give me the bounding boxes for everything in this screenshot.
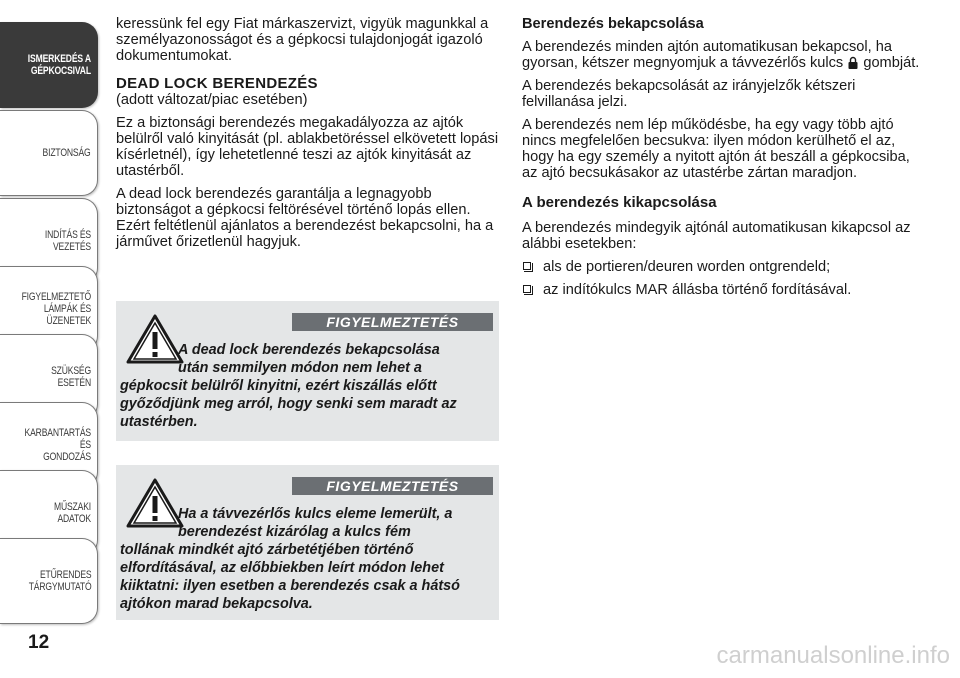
left-column	[116, 16, 504, 257]
list-item-text: als de portieren/deuren worden ontgrendeld;	[543, 259, 831, 275]
paragraph: A dead lock berendezés garantálja a legnagyobb biztonságot a gépkocsi feltörésével történő lopás ellen. Ezért feltétlenül ajánlatos a berendezést bekapcsolni, ha a járművet őrizetlenül hagyjuk.	[116, 186, 494, 250]
warning-line: berendezést kizárólag a kulcs fém	[178, 524, 411, 540]
heading-bekapcsolasa: Berendezés bekapcsolása	[522, 16, 704, 32]
warning-box	[116, 301, 499, 441]
warning-text	[120, 505, 491, 613]
warning-title: FIGYELMEZTETÉS	[292, 313, 493, 331]
list-item	[522, 259, 922, 275]
section-subheading: (adott változat/piac esetében)	[116, 92, 308, 108]
tab-label: FIGYELMEZTETŐ LÁMPÁK ÉS ÜZENETEK	[21, 291, 91, 327]
intro-paragraph: keressünk fel egy Fiat márkaszervizt, vigyük magunkkal a személyazonosságot és a gépkocsi tulajdonjogát igazoló dokumentumokat.	[116, 16, 489, 64]
checkbox-bullet-icon	[523, 262, 531, 270]
tab-label: ISMERKEDÉS A GÉPKOCSIVAL	[27, 53, 91, 77]
lock-icon	[848, 56, 858, 69]
warning-text	[120, 341, 491, 431]
paragraph: A berendezés bekapcsolását az irányjelzők kétszeri felvillanása jelzi.	[522, 78, 856, 110]
watermark: carmanualsonline.info	[716, 642, 950, 669]
paragraph: A berendezés mindegyik ajtónál automatikusan kikapcsol az alábbi esetekben:	[522, 220, 911, 252]
checkbox-bullet-icon	[523, 285, 531, 293]
warning-box	[116, 465, 499, 620]
list-item-text: az indítókulcs MAR állásba történő fordításával.	[543, 282, 852, 298]
tab-label: MŰSZAKI ADATOK	[53, 501, 91, 525]
heading-kikapcsolasa: A berendezés kikapcsolása	[522, 194, 717, 211]
warning-title: FIGYELMEZTETÉS	[292, 477, 493, 495]
tab-label: KARBANTARTÁS ÉS GONDOZÁS	[24, 427, 91, 463]
warning-line: után semmilyen módon nem lehet a	[178, 360, 422, 376]
warning-line: Ha a távvezérlős kulcs eleme lemerült, a	[178, 506, 453, 522]
paragraph-text: gombját.	[863, 55, 920, 71]
tab-targymutato[interactable]	[0, 538, 98, 624]
paragraph	[522, 39, 922, 71]
paragraph-text: A berendezés minden ajtón automatikusan bekapcsol, ha gyorsan, kétszer megnyomjuk a távvezérlős kulcs	[522, 39, 892, 71]
section-heading: DEAD LOCK BERENDEZÉS	[116, 75, 318, 92]
tab-label: SZÜKSÉG ESETÉN	[51, 365, 91, 389]
condition-list	[522, 259, 922, 298]
page-number: 12	[28, 632, 50, 653]
warning-line: A dead lock berendezés bekapcsolása	[178, 342, 440, 358]
warning-rest: tollának mindkét ajtó zárbetétjében történő elfordításával, az előbbiekben leírt módon lehet kiiktatni: ilyen esetben a berendezés csak a hátsó ajtókon marad bekapcsolva.	[120, 542, 460, 612]
warning-rest: gépkocsit belülről kinyitni, ezért kiszállás előtt győződjünk meg arról, hogy senki sem maradt az utastérben.	[120, 378, 457, 430]
tab-label: INDÍTÁS ÉS VEZETÉS	[44, 229, 91, 253]
right-column	[522, 16, 922, 305]
tab-label: BIZTONSÁG	[42, 147, 91, 159]
list-item	[522, 282, 922, 298]
tab-biztonsag[interactable]	[0, 110, 98, 196]
paragraph: Ez a biztonsági berendezés megakadályozza az ajtók belülről való kinyitását (pl. ablakbetöréssel elkövetett lopási kísérletnél), így lehetetlenné teszi az ajtók kinyitását az utastérből.	[116, 115, 499, 179]
tab-label: ETŰRENDES TÁRGYMUTATÓ	[28, 569, 91, 593]
tab-ismerkedes[interactable]	[0, 22, 98, 108]
paragraph: A berendezés nem lép működésbe, ha egy vagy több ajtó nincs megfelelően becsukva: ilyen módon kerülhető el az, hogy ha egy személy a nyitott ajtón át beszáll a gépkocsiba, az ajtó becsukásakor az utastérbe zártan maradjon.	[522, 117, 910, 181]
